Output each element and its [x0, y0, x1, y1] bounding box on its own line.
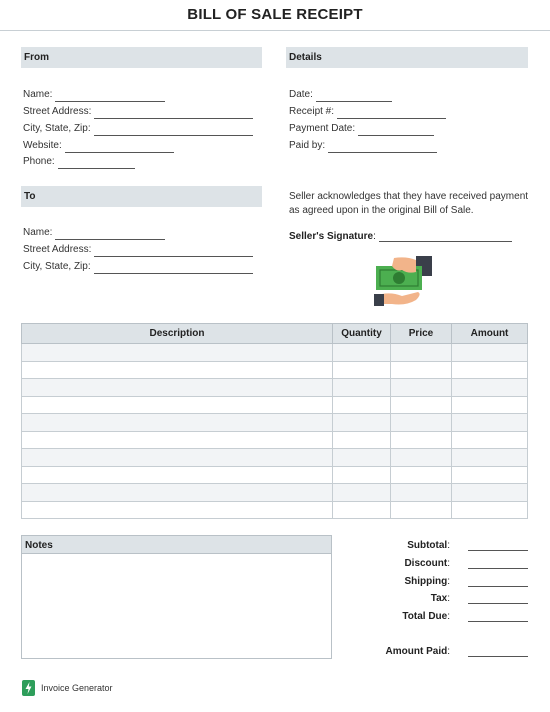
to-name-line	[55, 228, 165, 240]
cell-price[interactable]	[391, 379, 452, 397]
amount-paid-line	[468, 646, 528, 657]
cell-amount[interactable]	[452, 449, 528, 467]
from-name-label: Name:	[23, 89, 53, 100]
cell-price[interactable]	[391, 414, 452, 432]
cell-description[interactable]	[22, 344, 333, 362]
details-receipt-label: Receipt #:	[289, 106, 335, 117]
cell-description[interactable]	[22, 414, 333, 432]
details-receipt-field[interactable]	[289, 105, 446, 119]
total-due-label: Total Due	[402, 611, 448, 622]
discount-label: Discount	[404, 558, 448, 569]
details-date-label: Date:	[289, 89, 313, 100]
cell-quantity[interactable]	[333, 449, 391, 467]
details-paid-by-label: Paid by:	[289, 140, 326, 151]
seller-signature-field[interactable]	[289, 230, 512, 242]
lightning-bolt-icon	[22, 680, 35, 696]
cell-amount[interactable]	[452, 379, 528, 397]
table-row	[22, 484, 528, 502]
shipping-colon: :	[447, 576, 450, 587]
tax-colon: :	[447, 593, 450, 604]
subtotal-label: Subtotal	[407, 540, 448, 551]
cell-description[interactable]	[22, 379, 333, 397]
cell-amount[interactable]	[452, 501, 528, 519]
shipping-label: Shipping	[404, 576, 448, 587]
cell-price[interactable]	[391, 396, 452, 414]
to-street-label: Street Address:	[23, 244, 92, 255]
cell-quantity[interactable]	[333, 431, 391, 449]
cell-quantity[interactable]	[333, 344, 391, 362]
from-name-field[interactable]	[23, 88, 165, 102]
cell-price[interactable]	[391, 344, 452, 362]
table-row	[22, 431, 528, 449]
cell-amount[interactable]	[452, 361, 528, 379]
details-paid-by-line	[328, 141, 437, 153]
to-street-line	[94, 245, 253, 257]
from-website-line	[65, 141, 174, 153]
from-name-line	[55, 90, 165, 102]
cell-quantity[interactable]	[333, 484, 391, 502]
seller-acknowledgement: Seller acknowledges that they have received payment as agreed upon in the original Bill of Sale.	[289, 191, 529, 216]
cell-price[interactable]	[391, 484, 452, 502]
column-header-quantity: Quantity	[333, 324, 391, 344]
cell-price[interactable]	[391, 431, 452, 449]
to-city-line	[94, 262, 253, 274]
brand-footer[interactable]	[22, 680, 113, 696]
total-due-line	[468, 611, 528, 622]
table-row	[22, 449, 528, 467]
document-title: BILL OF SALE RECEIPT	[187, 6, 363, 23]
from-street-label: Street Address:	[23, 106, 92, 117]
discount-line	[468, 558, 528, 569]
cell-description[interactable]	[22, 449, 333, 467]
table-row	[22, 466, 528, 484]
from-street-line	[94, 107, 253, 119]
cell-amount[interactable]	[452, 431, 528, 449]
from-city-line	[94, 124, 253, 136]
cell-price[interactable]	[391, 501, 452, 519]
details-date-line	[316, 90, 392, 102]
table-row	[22, 414, 528, 432]
tax-line	[468, 593, 528, 604]
amount-paid-field[interactable]	[288, 643, 528, 657]
items-header-row	[22, 324, 528, 344]
to-name-field[interactable]	[23, 226, 165, 240]
cell-amount[interactable]	[452, 414, 528, 432]
notes-box[interactable]	[21, 553, 332, 659]
brand-name: Invoice Generator	[41, 683, 113, 693]
column-header-price: Price	[391, 324, 452, 344]
from-phone-line	[58, 157, 135, 169]
shipping-line	[468, 576, 528, 587]
table-row	[22, 344, 528, 362]
from-phone-field[interactable]	[23, 155, 135, 169]
discount-colon: :	[447, 558, 450, 569]
cell-price[interactable]	[391, 449, 452, 467]
cell-quantity[interactable]	[333, 501, 391, 519]
subtotal-field[interactable]	[288, 537, 528, 551]
column-header-description: Description	[22, 324, 333, 344]
details-payment-date-line	[358, 124, 434, 136]
to-heading: To	[21, 186, 262, 207]
cell-amount[interactable]	[452, 484, 528, 502]
details-heading: Details	[286, 47, 528, 68]
tax-label: Tax	[430, 593, 448, 604]
amount-paid-label: Amount Paid	[385, 646, 448, 657]
from-city-field[interactable]	[23, 122, 253, 136]
table-row	[22, 361, 528, 379]
subtotal-colon: :	[447, 540, 450, 551]
to-city-label: City, State, Zip:	[23, 261, 91, 272]
from-website-field[interactable]	[23, 139, 174, 153]
details-date-field[interactable]	[289, 88, 392, 102]
to-name-label: Name:	[23, 227, 53, 238]
cell-description[interactable]	[22, 361, 333, 379]
cell-quantity[interactable]	[333, 379, 391, 397]
notes-heading: Notes	[21, 535, 332, 554]
cell-amount[interactable]	[452, 466, 528, 484]
cell-amount[interactable]	[452, 396, 528, 414]
table-row	[22, 396, 528, 414]
shipping-field[interactable]	[288, 573, 528, 587]
from-city-label: City, State, Zip:	[23, 123, 91, 134]
discount-field[interactable]	[288, 555, 528, 569]
tax-field[interactable]	[288, 590, 528, 604]
cell-description[interactable]	[22, 501, 333, 519]
cell-price[interactable]	[391, 361, 452, 379]
details-payment-date-field[interactable]	[289, 122, 434, 136]
cell-price[interactable]	[391, 466, 452, 484]
seller-signature-line	[379, 230, 512, 242]
from-heading: From	[21, 47, 262, 68]
seller-signature-colon: :	[373, 231, 376, 242]
total-due-field[interactable]	[288, 608, 528, 622]
details-paid-by-field[interactable]	[289, 139, 437, 153]
details-receipt-line	[337, 107, 446, 119]
amount-paid-colon: :	[447, 646, 450, 657]
from-phone-label: Phone:	[23, 156, 55, 167]
items-table-body	[22, 344, 528, 519]
details-payment-date-label: Payment Date:	[289, 123, 356, 134]
seller-signature-label: Seller's Signature	[289, 231, 374, 242]
table-row	[22, 379, 528, 397]
subtotal-line	[468, 540, 528, 551]
cell-description[interactable]	[22, 431, 333, 449]
cell-description[interactable]	[22, 484, 333, 502]
cell-quantity[interactable]	[333, 396, 391, 414]
cell-description[interactable]	[22, 466, 333, 484]
cell-quantity[interactable]	[333, 361, 391, 379]
column-header-amount: Amount	[452, 324, 528, 344]
cell-quantity[interactable]	[333, 414, 391, 432]
title-divider	[0, 30, 550, 31]
from-website-label: Website:	[23, 140, 62, 151]
to-city-field[interactable]	[23, 260, 253, 274]
cell-amount[interactable]	[452, 344, 528, 362]
cash-hand-icon	[372, 254, 434, 308]
items-table	[21, 323, 528, 519]
cell-quantity[interactable]	[333, 466, 391, 484]
cell-description[interactable]	[22, 396, 333, 414]
to-street-field[interactable]	[23, 243, 253, 257]
from-street-field[interactable]	[23, 105, 253, 119]
total-due-colon: :	[447, 611, 450, 622]
table-row	[22, 501, 528, 519]
